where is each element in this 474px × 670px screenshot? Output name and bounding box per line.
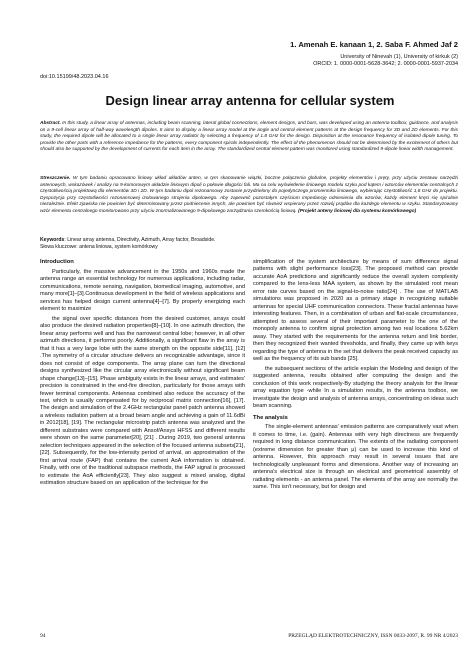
affiliation-orcid: ORCID: 1. 0000-0001-5628-3642; 2. 0000-0001-5937-2034	[313, 61, 458, 68]
abstract-label: Abstract.	[40, 121, 61, 126]
intro-paragraph-4: the subsequent sections of the article explain the Modeling and design of the suggested antenna, results obtained after computing the design and the conclusion of this work respectively-By studying the theory analysis for the linear array equation type -while In a simulation results, in the antenna toolbox, we investigate the design and analysis of antenna arrays, concentrating on ideas such beam scanning.	[253, 365, 458, 410]
right-column	[253, 259, 458, 492]
left-column	[40, 259, 245, 488]
intro-paragraph-2: the signal over specific distances from the desired customer, arrays could also produce the desired radiation properties[8]–[10]. In one azimuth direction, the linear array performs well and has the narrowest central lobe; however, in all other azimuth directions, it performs poorly. Additionally, a significant flaw in the array is that it has a very large lobe with the same strength on the opposite side[11], [12] .The symmetry of a circular structure delivers an recognizable advantage, since it does not consist of edge components. The array plane can turn the directional designs synthesized like the circular array electronically without significant beam shape change[13]–[15]. Phase ambiguity exists in the linear arrays, and estimates' precision is constrained in the end-fire direction, particularly for those arrays with fewer terminal components. Antennas combined also reduce the accuracy of the test, which is usually compensated for by reciprocal matrix connection[16], [17]. The design and simulation of the 2.4GHz rectangular panel patch antenna showed a wireless radiation pattern at a broad beam angle and achieving a gain of 11.6dBi in 2012[18], [19]. The rectangular microstrip patch antenna was analyzed and the different substrates were compared with Ansof/Ansys HFSS and different results were shown on the same parameter[20], [21] . During 2019, two general antenna selection techniques appeared in the selection of the focused antenna subsets[21], [22]. Subsequently, for the low-intensity period of arrival, an approximation of the first arrival route (FAP) that contains the current AoA information is obtained. Finally, with one of the traditional subspace methods, the FAP signal is processed to estimate the AoA efficiently[23]. They also suggest a mixed analog, digital estimation structure based on an application of the technique for the	[40, 315, 245, 487]
keywords-en	[40, 237, 458, 244]
affiliations	[313, 54, 458, 69]
intro-paragraph-3: simplification of the system architecture by means of sum difference signal patterns with slight performance loss[23]. The proposed method can provide accurate AoA predictions and significantly reduce the overall system complexity compared to the lens-less MAA system, as shown by the simulated root mean error rate curves based on the signal-to-noise ratio[24] . The use of MATLAB simulations was proposed in 2020 as a primary stage in recognizing suitable antennas for special UHF communication connectors. These fractal antennas have interesting features. Then, in a combination of urban and flat-scale circumstances, attempted to assess several of their important parameter to the one of the monopoly antenna to confirm signal protection among two real locations 5.62km away. They started with the requirements for the antenna return and link border, then they recognized their wanted thresholds, and finally, they came up with keys regarding the type of antenna in the set that delivers the peak received capacity as well as the frequency of its sub bands [25].	[253, 259, 458, 363]
abstract-text: In this study, a linear array of antennas, including beam scanning, lateral global connections, element designs, and bars, was developed using an antenna toolbox, guidance, and analysis on a 9-cell linear array of half-way wavelength dipoles. It aims to display a linear array model at the angle and central element patterns at the design frequency for 3D and 2D elements. For this study, the required dipole will be allocated to a single linear array radiator by selecting a frequency of 1.8 GHz for the design. Disposition at the resonance frequency of isolated dipole tuning. To provide the other parts with a reference impedance for the patterns, every component spirals independently. The effect of the phenomenon should not be determined by the excitement of others but should also be supported by the development of currents for each item in the array. The standardized central element pattern was monitored using standardized 9-dipole linear width management.	[40, 121, 458, 153]
keywords-label: Keywords	[40, 237, 65, 243]
analysis-paragraph-1: The single-element antennas' emission patterns are comparatively vast when it comes to time, i.e. (gain). Antennas with very high directness are frequently required in long distance communication. The extents of the radiating component (extreme dimension for greater than μ) can be used to increase this kind of antenna. However, this approach may result in several issues that are technologically unpleasant forms and dimensions. Another way of increasing an antenna's electrical size is through an electrical and geometrical assembly of radiating elements - an antenna panel. The elements of the array are normally the same. This isn't necessary, but for design and	[253, 424, 458, 491]
section-heading-analysis: The analysis	[253, 414, 288, 421]
journal-info: PRZEGLĄD ELEKTROTECHNICZNY, ISSN 0033-2097, R. 99 NR 4/2023	[288, 633, 458, 639]
streszczenie-title: (Projekt anteny liniowej dla systemu komórkowego)	[298, 209, 417, 215]
intro-paragraph-1: Particularly, the massive advancement in the 1950s and 1960s made the antenna range an essential technology for numerous applications, including radar, communications, remote sensing, navigation, biomedical imaging, automotive, and many more[1]–[3].Continuous development in the field of wireless applications and services has helped design current antenna[4]–[7]. By properly energizing each element to maximize	[40, 268, 245, 313]
author-line: 1. Amenah E. kanaan 1, 2. Saba F. Ahmed Jaf 2	[290, 40, 458, 49]
abstract	[40, 121, 458, 154]
section-heading-introduction: Introduction	[40, 259, 74, 265]
affiliation-universities: University of Ninevah (1), University of kirkuk (2)	[340, 54, 458, 60]
page-footer	[40, 633, 458, 643]
page-number: 94	[40, 633, 46, 639]
doi: doi:10.15199/48.2023.04.16	[40, 74, 109, 80]
keywords-pl: Słowa kluczowe: antena liniowa, system komórkowy	[40, 244, 158, 251]
streszczenie-text: W tym badaniu opracowano liniowy układ układów anten, w tym skanowanie wiązki, boczne połączenia globalne, projekty elementów i pręty, przy użyciu zestawu narzędzi antenowych, wskazówek i analizy na 9-komorowym układzie liniowym dipoli o połowie długości fali. Ma na celu wyświetlenie liniowego modelu szyku pod kątem i wzorców elementów centralnych z częstotliwością projektową dla elementów 3D i 2D. W tym badaniu dipol rezonansowy zostanie przydzielony do pojedynczego promiennika liniowego, wybierając częstotliwość 1,8 GHz do projektu. Dyspozycja przy częstotliwości rezonansowej izolowanego strojenia dipolowego. Aby zapewnić pozostałym częściom impedancję odniesienia dla wzorów, każdy element kręci się spiralnie niezależnie. Efekt zjawiska nie powinien być determinowany przez podniecenie innych, ale powinien być również wspierany przez rozwój prądów dla każdego elementu w szyku. Standaryzowany wzór elementu centralnego monitorowano przy użyciu znormalizowanego 9-dipolowego zarządzania szerokością liniową.	[40, 176, 458, 215]
paper-title: Design linear array antenna for cellular system	[105, 93, 395, 108]
streszczenie	[40, 176, 458, 216]
streszczenie-label: Streszczenie.	[40, 176, 71, 181]
keywords	[40, 237, 458, 251]
keywords-text: : Linear array antenna, Directivity, Azimuth, Array factor, Broadside.	[64, 237, 216, 243]
